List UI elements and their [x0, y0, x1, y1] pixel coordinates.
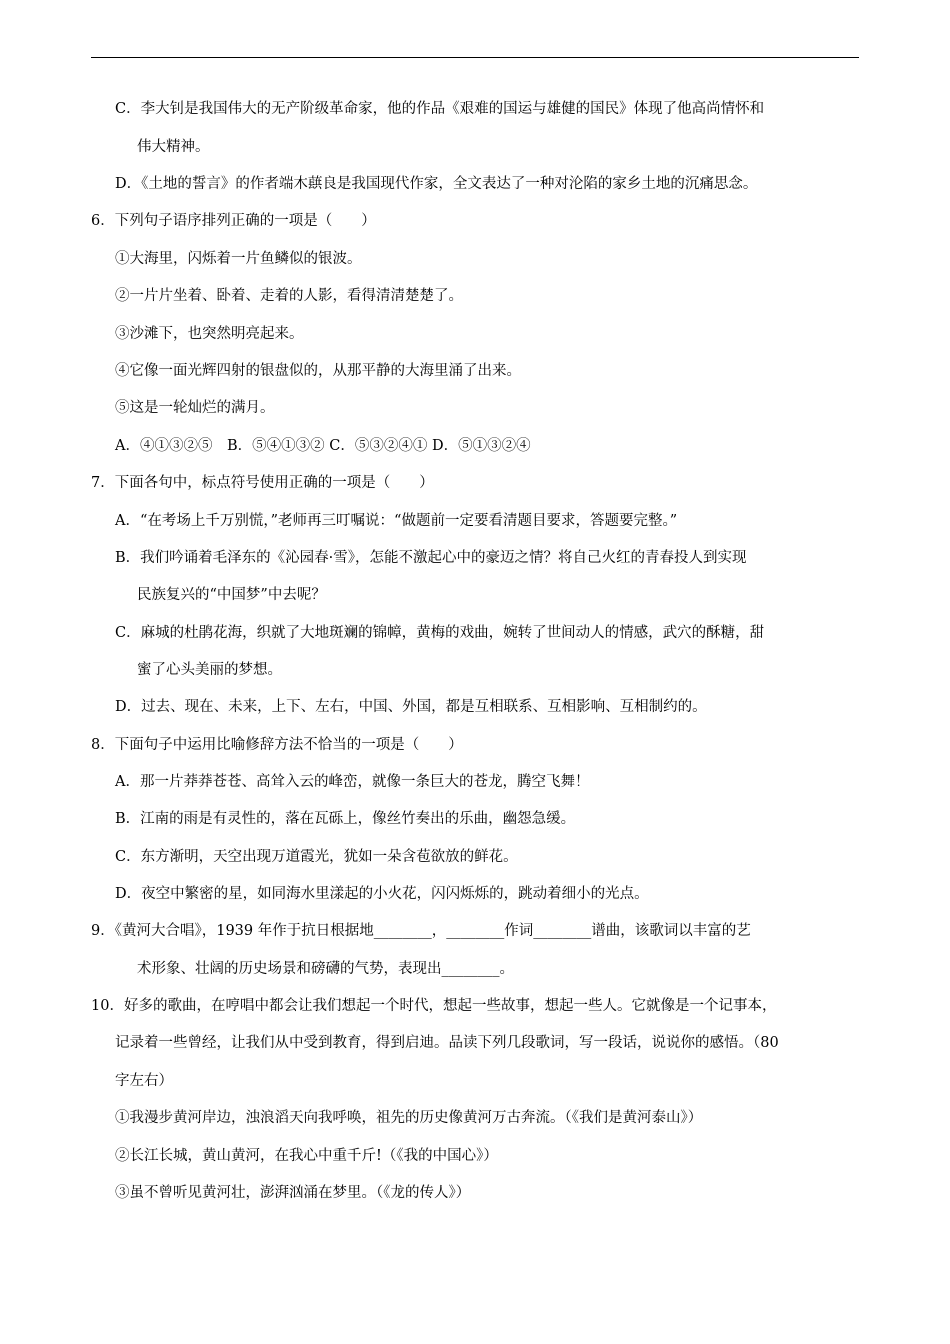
- q6-options: A．④①③②⑤ B．⑤④①③② C．⑤③②④① D．⑤①③②④: [115, 438, 531, 454]
- q6-sentence-3: ③沙滩下，也突然明亮起来。: [115, 326, 304, 342]
- q5-option-c: C．李大钊是我国伟大的无产阶级革命家，他的作品《艰难的国运与雄健的国民》体现了他高尚情怀和: [115, 101, 765, 117]
- q7-option-c-cont: 蜜了心头美丽的梦想。: [137, 662, 282, 678]
- q5-option-d: D．《土地的誓言》的作者端木蕻良是我国现代作家，全文表达了一种对沦陷的家乡土地的沉痛思念。: [115, 176, 758, 192]
- question-8: 8．下面句子中运用比喻修辞方法不恰当的一项是（ ）: [91, 737, 463, 753]
- q6-sentence-4: ④它像一面光辉四射的银盘似的，从那平静的大海里涌了出来。: [115, 363, 521, 379]
- question-7: 7．下面各句中，标点符号使用正确的一项是（ ）: [91, 475, 434, 491]
- q7-option-b: B．我们吟诵着毛泽东的《沁园春·雪》，怎能不激起心中的豪迈之情？将自己火红的青春投人到实现: [115, 550, 747, 566]
- q8-option-c: C．东方渐明，天空出现万道霞光，犹如一朵含苞欲放的鲜花。: [115, 849, 518, 865]
- header-rule: [91, 57, 859, 58]
- q7-option-a: A．“在考场上千万别慌，”老师再三叮嘱说：“做题前一定要看清题目要求，答题要完整。”: [115, 513, 678, 529]
- question-10: 10．好多的歌曲，在哼唱中都会让我们想起一个时代，想起一些故事，想起一些人。它就像是一个记事本，: [91, 998, 777, 1014]
- q8-option-a: A．那一片莽莽苍苍、高耸入云的峰峦，就像一条巨大的苍龙，腾空飞舞！: [115, 774, 590, 790]
- q10-lyric-1: ①我漫步黄河岸边，浊浪滔天向我呼唤，祖先的历史像黄河万古奔流。（《我们是黄河泰山》）: [115, 1110, 703, 1126]
- q7-option-b-cont: 民族复兴的“中国梦”中去呢？: [137, 587, 326, 603]
- question-9: 9．《黄河大合唱》，1939 年作于抗日根据地________，________作词________谱曲，该歌词以丰富的艺: [91, 923, 751, 939]
- q10-lyric-2: ②长江长城，黄山黄河，在我心中重千斤!（《我的中国心》）: [115, 1148, 498, 1164]
- q5-option-c-cont: 伟大精神。: [137, 139, 210, 155]
- q6-sentence-1: ①大海里，闪烁着一片鱼鳞似的银波。: [115, 251, 362, 267]
- q6-sentence-2: ②一片片坐着、卧着、走着的人影，看得清清楚楚了。: [115, 288, 463, 304]
- q7-option-c: C．麻城的杜鹃花海，织就了大地斑斓的锦幛，黄梅的戏曲，婉转了世间动人的情感，武穴的酥糖，甜: [115, 625, 765, 641]
- q7-option-d: D．过去、现在、未来，上下、左右，中国、外国，都是互相联系、互相影响、互相制约的。: [115, 699, 707, 715]
- q8-option-b: B．江南的雨是有灵性的，落在瓦砾上，像丝竹奏出的乐曲，幽怨急缓。: [115, 811, 576, 827]
- question-10-cont: 记录着一些曾经，让我们从中受到教育，得到启迪。品读下列几段歌词，写一段话，说说你的感悟。（80: [115, 1035, 779, 1051]
- question-9-cont: 术形象、壮阔的历史场景和磅礴的气势，表现出________。: [137, 961, 514, 977]
- question-10-cont-2: 字左右）: [115, 1073, 173, 1089]
- q10-lyric-3: ③虽不曾听见黄河壮，澎湃汹涌在梦里。（《龙的传人》）: [115, 1185, 471, 1201]
- q6-sentence-5: ⑤这是一轮灿烂的满月。: [115, 400, 275, 416]
- question-6: 6．下列句子语序排列正确的一项是（ ）: [91, 213, 376, 229]
- q8-option-d: D．夜空中繁密的星，如同海水里漾起的小火花，闪闪烁烁的，跳动着细小的光点。: [115, 886, 649, 902]
